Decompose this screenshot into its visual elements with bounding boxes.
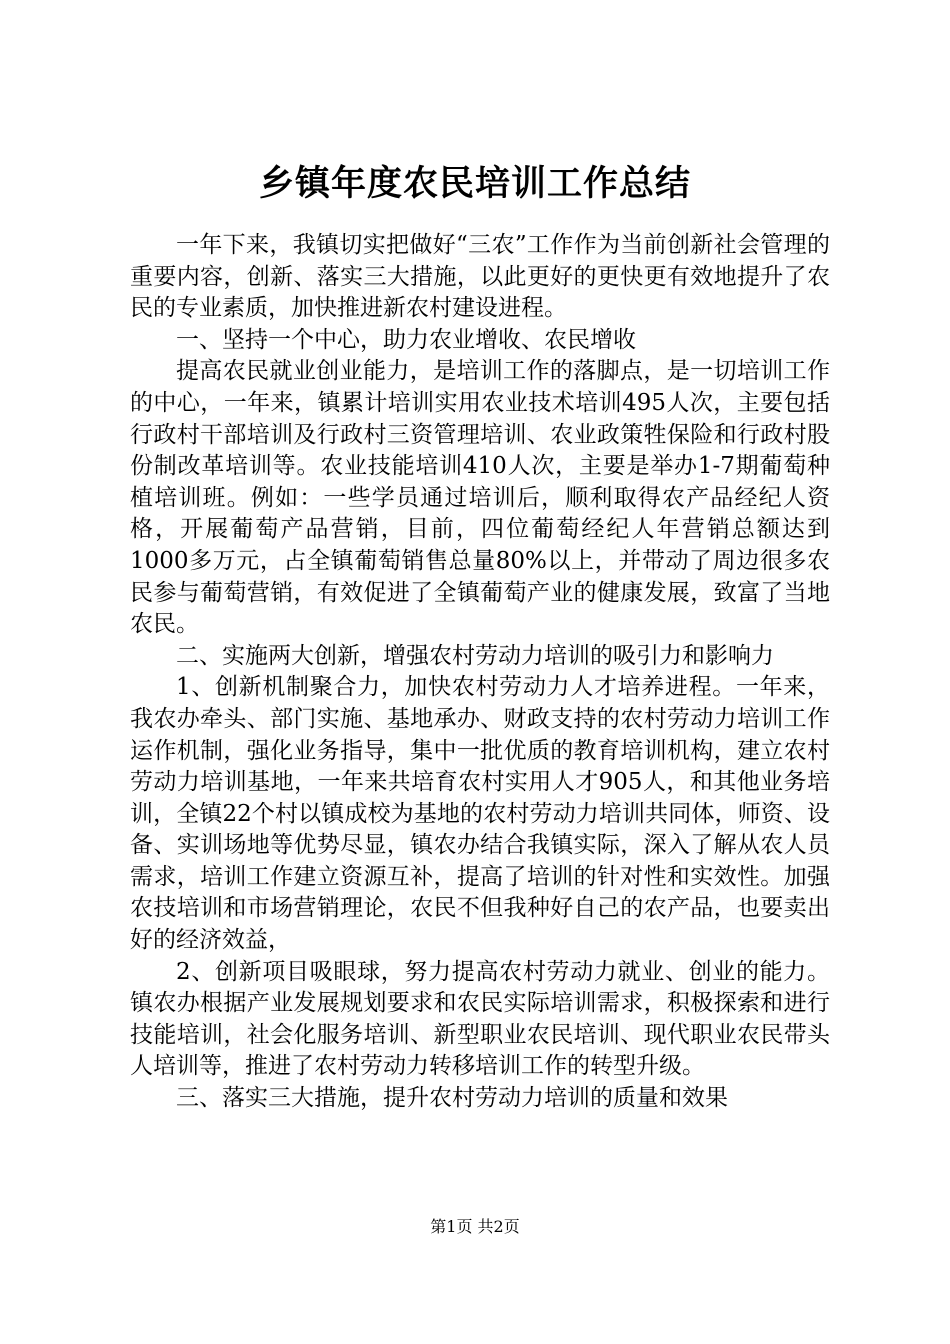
section-heading-1: 一、坚持一个中心，助力农业增收、农民增收 bbox=[176, 326, 636, 353]
document-body bbox=[130, 230, 830, 1115]
paragraph-innovation-2: 2、创新项目吸眼球，努力提高农村劳动力就业、创业的能力。镇农办根据产业发展规划要求和农民实际培训需求，积极探索和进行技能培训，社会化服务培训、新型职业农民培训、现代职业农民带头人培训等，推进了农村劳动力转移培训工作的转型升级。 bbox=[130, 958, 830, 1080]
section-heading-3: 三、落实三大措施，提升农村劳动力培训的质量和效果 bbox=[176, 1085, 728, 1112]
page-footer: 第1页 共2页 bbox=[430, 1217, 520, 1236]
paragraph-intro: 一年下来，我镇切实把做好“三农”工作作为当前创新社会管理的重要内容，创新、落实三大措施，以此更好的更快更有效地提升了农民的专业素质，加快推进新农村建设进程。 bbox=[130, 232, 830, 322]
paragraph-section-1: 提高农民就业创业能力，是培训工作的落脚点，是一切培训工作的中心，一年来，镇累计培训实用农业技术培训495人次，主要包括行政村干部培训及行政村三资管理培训、农业政策牲保险和行政村股份制改革培训等。农业技能培训410人次，主要是举办1-7期葡萄种植培训班。例如：一些学员通过培训后，顺利取得农产品经纪人资格，开展葡萄产品营销，目前，四位葡萄经纪人年营销总额达到1000多万元，占全镇葡萄销售总量80%以上，并带动了周边很多农民参与葡萄营销，有效促进了全镇葡萄产业的健康发展，致富了当地农民。 bbox=[130, 358, 830, 638]
section-heading-2: 二、实施两大创新，增强农村劳动力培训的吸引力和影响力 bbox=[176, 642, 774, 669]
document-title: 乡镇年度农民培训工作总结 bbox=[258, 163, 691, 204]
paragraph-innovation-1: 1、创新机制聚合力，加快农村劳动力人才培养进程。一年来，我农办牵头、部门实施、基地承办、财政支持的农村劳动力培训工作运作机制，强化业务指导，集中一批优质的教育培训机构，建立农村劳动力培训基地，一年来共培育农村实用人才905人，和其他业务培训，全镇22个村以镇成校为基地的农村劳动力培训共同体，师资、设备、实训场地等优势尽显，镇农办结合我镇实际，深入了解从农人员需求，培训工作建立资源互补，提高了培训的针对性和实效性。加强农技培训和市场营销理论，农民不但我种好自己的农产品，也要卖出好的经济效益， bbox=[130, 674, 830, 954]
